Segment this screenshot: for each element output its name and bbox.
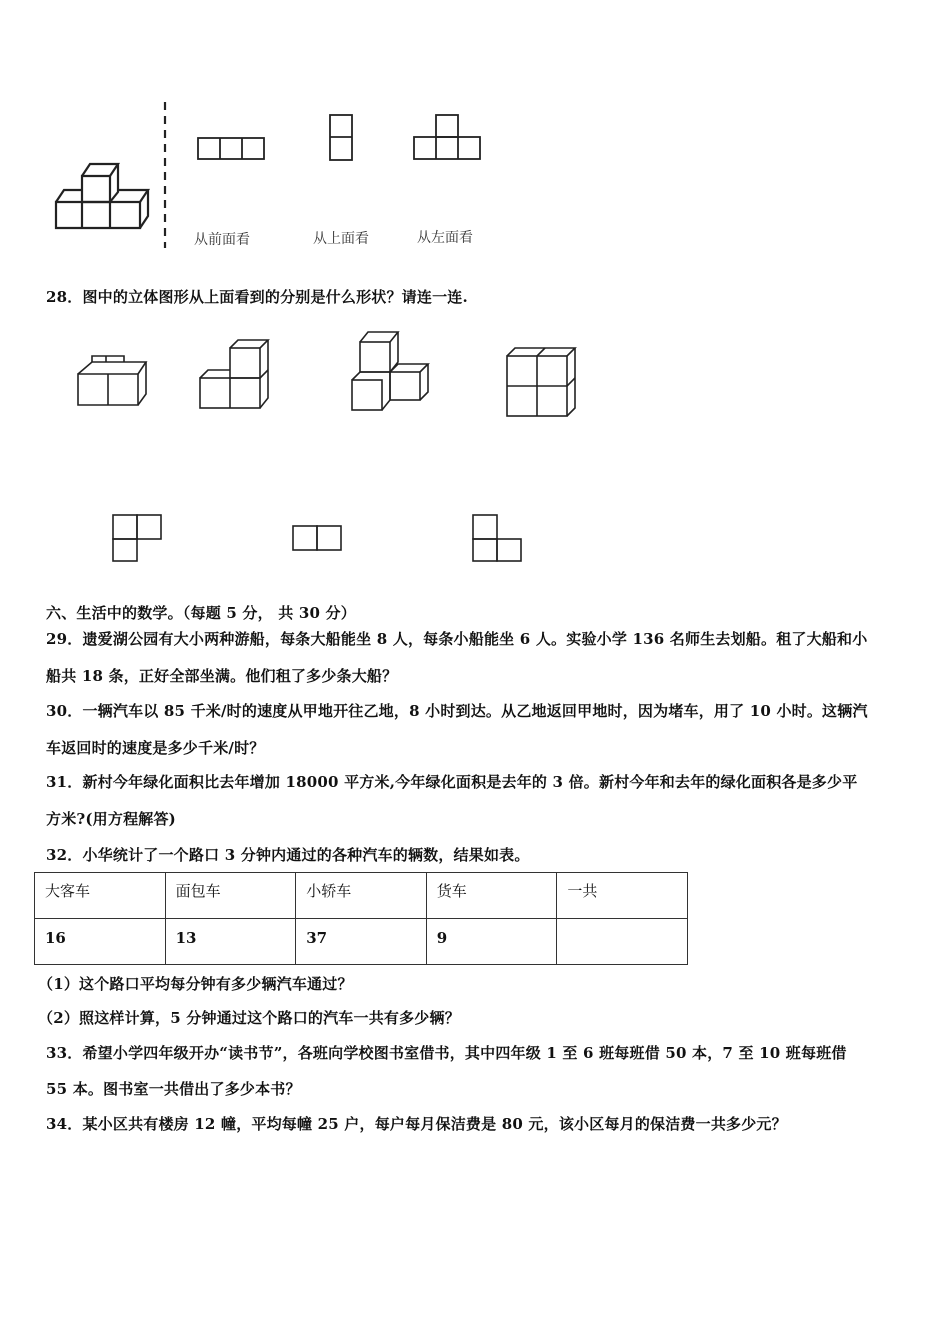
table-cell: [557, 919, 688, 965]
question-34: 34．某小区共有楼房 12 幢，平均每幢 25 户，每户每月保洁费是 80 元，该小区每月的保洁费一共多少元？: [46, 1115, 787, 1133]
table-row: [35, 919, 688, 965]
front-view-figure: [197, 137, 267, 161]
front-view-label: 从前面看: [194, 232, 250, 248]
question-29-line-2: 船共 18 条，正好全部坐满。他们租了多少条大船？: [46, 667, 398, 685]
solid-a: [76, 354, 152, 410]
table-cell: 13: [165, 919, 296, 965]
solid-b: [198, 338, 272, 412]
question-33-line-1: 33．希望小学四年级开办“读书节”，各班向学校图书室借书，其中四年级 1 至 6 班每班借 50 本，7 至 10 班每班借: [46, 1044, 847, 1062]
cube-stack-figure: [52, 160, 152, 232]
table-cell: 16: [35, 919, 166, 965]
question-32-sub-2: （2）照这样计算，5 分钟通过这个路口的汽车一共有多少辆？: [38, 1009, 460, 1027]
left-view-label: 从左面看: [417, 230, 473, 246]
table-cell: 37: [296, 919, 427, 965]
question-28: 28．图中的立体图形从上面看到的分别是什么形状？请连一连.: [46, 288, 468, 306]
table-header-cell: 一共: [557, 873, 688, 919]
table-cell: 9: [426, 919, 557, 965]
question-30-line-1: 30．一辆汽车以 85 千米/时的速度从甲地开往乙地，8 小时到达。从乙地返回甲地时，因为堵车，用了 10 小时。这辆汽: [46, 702, 868, 720]
left-view-figure: [413, 114, 483, 162]
solid-d: [505, 346, 579, 420]
table-header-cell: 货车: [426, 873, 557, 919]
view-shape-1: [112, 514, 164, 564]
view-shape-2: [292, 525, 344, 553]
table-header-cell: 小轿车: [296, 873, 427, 919]
top-view-label: 从上面看: [313, 231, 369, 247]
section-6-heading: 六、生活中的数学。（每题 5 分， 共 30 分）: [46, 604, 356, 622]
traffic-table: [34, 872, 688, 965]
question-31-line-2: 方米?(用方程解答): [46, 810, 176, 828]
table-header-cell: 面包车: [165, 873, 296, 919]
question-32-sub-1: （1）这个路口平均每分钟有多少辆汽车通过？: [38, 975, 353, 993]
top-view-figure: [329, 114, 355, 162]
question-32: 32．小华统计了一个路口 3 分钟内通过的各种汽车的辆数，结果如表。: [46, 846, 530, 864]
dashed-divider: [160, 102, 170, 248]
table-header-row: [35, 873, 688, 919]
question-31-line-1: 31．新村今年绿化面积比去年增加 18000 平方米,今年绿化面积是去年的 3 倍。新村今年和去年的绿化面积各是多少平: [46, 773, 858, 791]
question-33-line-2: 55 本。图书室一共借出了多少本书？: [46, 1080, 301, 1098]
solid-c: [348, 330, 434, 414]
question-29-line-1: 29．遗爱湖公园有大小两种游船，每条大船能坐 8 人，每条小船能坐 6 人。实验小学 136 名师生去划船。租了大船和小: [46, 630, 868, 648]
question-30-line-2: 车返回时的速度是多少千米/时？: [46, 739, 265, 757]
table-header-cell: 大客车: [35, 873, 166, 919]
view-shape-3: [472, 514, 524, 564]
